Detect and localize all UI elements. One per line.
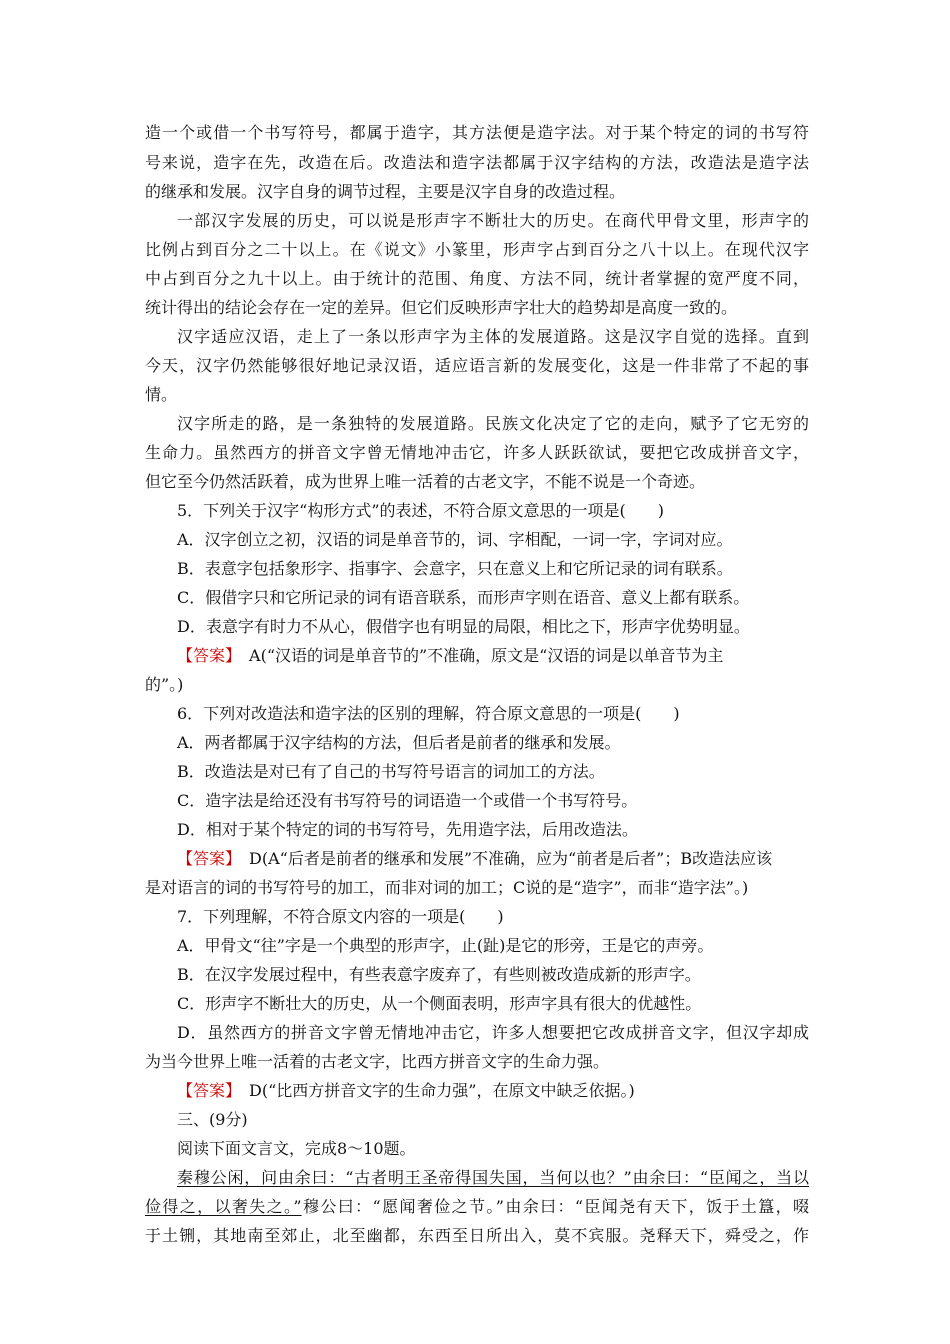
- passage-line: 一部汉字发展的历史，可以说是形声字不断壮大的历史。在商代甲骨文里，形声字的: [177, 211, 809, 230]
- classical-text-line: [145, 1197, 809, 1217]
- underlined-sentence: 秦穆公闲，问由余曰：“古者明王圣帝得国失国，当何以也？”由余曰：“臣闻之，当以: [177, 1168, 809, 1187]
- answer-label: 【答案】: [177, 849, 234, 868]
- section-3-heading: 三、(9分): [177, 1110, 248, 1129]
- question-7-option-d: D．虽然西方的拼音文字曾无情地冲击它，许多人想要把它改成拼音文字，但汉字却成: [177, 1023, 809, 1042]
- answer-text: A(“汉语的词是单音节的”不准确，原文是“汉语的词是以单音节为主: [233, 646, 724, 665]
- answer-label: 【答案】: [177, 646, 234, 665]
- question-7-option-c: C．形声字不断壮大的历史，从一个侧面表明，形声字具有很大的优越性。: [177, 994, 702, 1013]
- section-3-instruction: 阅读下面文言文，完成8～10题。: [177, 1139, 416, 1158]
- passage-line: 汉字所走的路，是一条独特的发展道路。民族文化决定了它的走向，赋予了它无穷的: [177, 414, 809, 433]
- passage-line: 比例占到百分之二十以上。在《说文》小篆里，形声字占到百分之八十以上。在现代汉字: [145, 240, 809, 259]
- question-5-stem: 5．下列关于汉字“构形方式”的表述，不符合原文意思的一项是( ): [177, 501, 665, 520]
- underlined-sentence: 俭得之，以奢失之。”: [145, 1197, 302, 1216]
- question-7-option-a: A．甲骨文“往”字是一个典型的形声字，止(趾)是它的形旁，王是它的声旁。: [177, 936, 714, 955]
- passage-line: 中占到百分之九十以上。由于统计的范围、角度、方法不同，统计者掌握的宽严度不同，: [145, 269, 809, 288]
- question-5-option-a: A．汉字创立之初，汉语的词是单音节的，词、字相配，一词一字，字词对应。: [177, 530, 733, 549]
- question-6-answer-cont: 是对语言的词的书写符号的加工，而非对词的加工；C说的是“造字”，而非“造字法”。): [145, 878, 749, 897]
- passage-line: 汉字适应汉语，走上了一条以形声字为主体的发展道路。这是汉字自觉的选择。直到: [177, 327, 809, 346]
- question-7-answer: [145, 1081, 809, 1101]
- passage-line: 的继承和发展。汉字自身的调节过程，主要是汉字自身的改造过程。: [145, 182, 626, 201]
- answer-text: D(A“后者是前者的继承和发展”不准确，应为“前者是后者”；B改造法应该: [233, 849, 773, 868]
- question-6-option-b: B．改造法是对已有了自己的书写符号语言的词加工的方法。: [177, 762, 605, 781]
- passage-line: 但它至今仍然活跃着，成为世界上唯一活着的古老文字，不能不说是一个奇迹。: [145, 472, 706, 491]
- question-7-option-d-cont: 为当今世界上唯一活着的古老文字，比西方拼音文字的生命力强。: [145, 1052, 610, 1071]
- question-6-answer: [145, 849, 809, 869]
- passage-line: 造一个或借一个书写符号，都属于造字，其方法便是造字法。对于某个特定的词的书写符: [145, 123, 809, 142]
- passage-line: 今天，汉字仍然能够很好地记录汉语，适应语言新的发展变化，这是一件非常了不起的事: [145, 356, 809, 375]
- question-5-option-c: C．假借字只和它所记录的词有语音联系，而形声字则在语音、意义上都有联系。: [177, 588, 750, 607]
- question-6-stem: 6．下列对改造法和造字法的区别的理解，符合原文意思的一项是( ): [177, 704, 680, 723]
- passage-line: 生命力。虽然西方的拼音文字曾无情地冲击它，许多人跃跃欲试，要把它改成拼音文字，: [145, 443, 809, 462]
- classical-text: 穆公曰：“愿闻奢俭之节。”由余曰：“臣闻尧有天下，饭于土簋，啜: [301, 1197, 809, 1216]
- answer-label: 【答案】: [177, 1081, 234, 1100]
- question-6-option-c: C．造字法是给还没有书写符号的词语造一个或借一个书写符号。: [177, 791, 638, 810]
- question-7-option-b: B．在汉字发展过程中，有些表意字废弃了，有些则被改造成新的形声字。: [177, 965, 701, 984]
- answer-text: D(“比西方拼音文字的生命力强”，在原文中缺乏依据。): [233, 1081, 635, 1100]
- classical-text-line: [145, 1168, 809, 1188]
- question-6-option-d: D．相对于某个特定的词的书写符号，先用造字法，后用改造法。: [177, 820, 638, 839]
- passage-line: 统计得出的结论会存在一定的差异。但它们反映形声字壮大的趋势却是高度一致的。: [145, 298, 738, 317]
- question-5-answer: [145, 646, 809, 666]
- question-7-stem: 7．下列理解，不符合原文内容的一项是( ): [177, 907, 504, 926]
- question-6-option-a: A．两者都属于汉字结构的方法，但后者是前者的继承和发展。: [177, 733, 621, 752]
- question-5-answer-cont: 的”。): [145, 675, 184, 694]
- question-5-option-b: B．表意字包括象形字、指事字、会意字，只在意义上和它所记录的词有联系。: [177, 559, 733, 578]
- question-5-option-d: D．表意字有时力不从心，假借字也有明显的局限，相比之下，形声字优势明显。: [177, 617, 750, 636]
- passage-line: 号来说，造字在先，改造在后。改造法和造字法都属于汉字结构的方法，改造法是造字法: [145, 153, 809, 172]
- passage-line: 情。: [145, 385, 178, 404]
- classical-text-line: 于土铏，其地南至郊止，北至幽都，东西至日所出入，莫不宾服。尧释天下，舜受之，作: [145, 1226, 809, 1245]
